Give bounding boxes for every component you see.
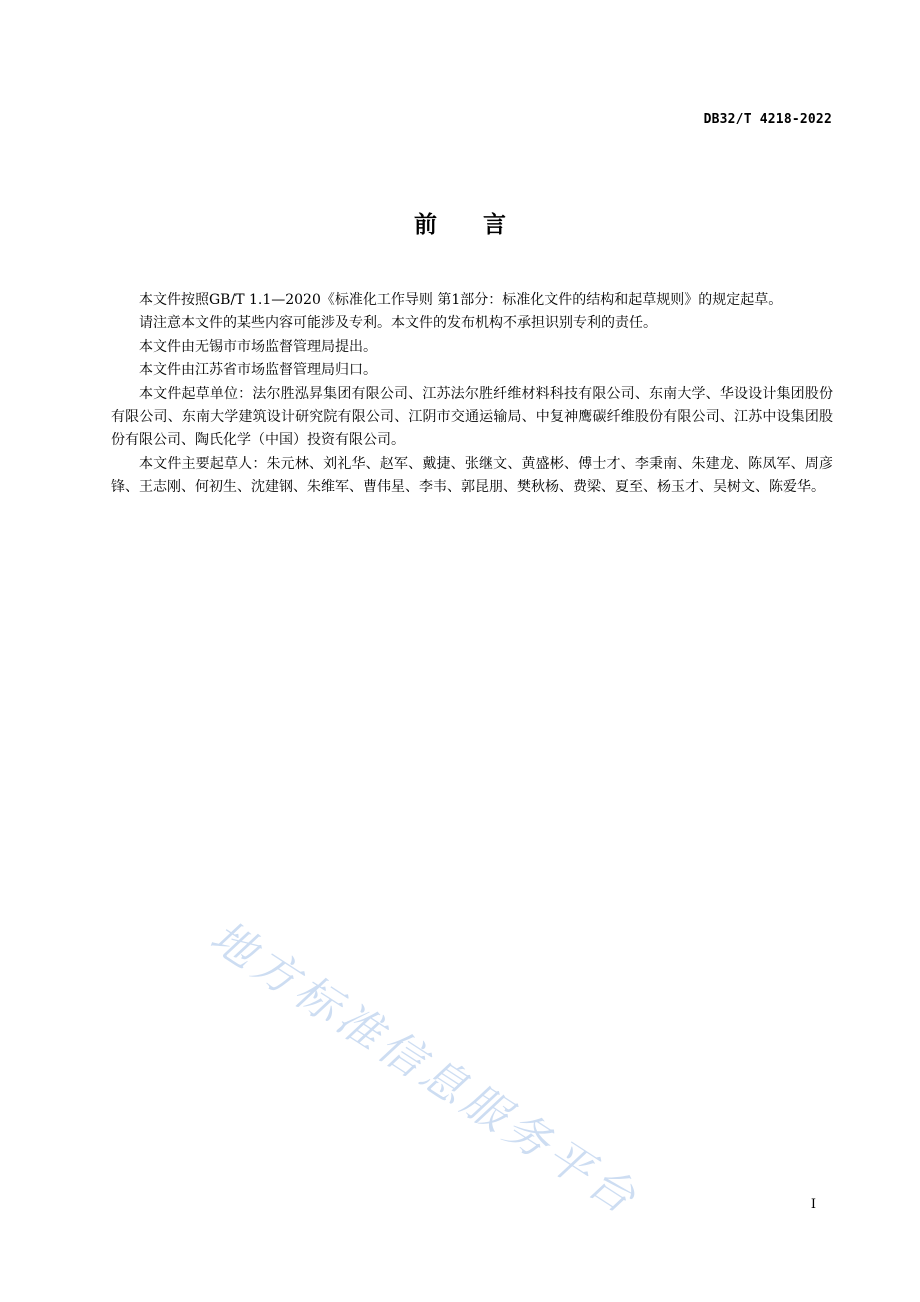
paragraph-administrator: 本文件由江苏省市场监督管理局归口。 [139, 362, 377, 379]
paragraph-drafting-units: 本文件起草单位：法尔胜泓昇集团有限公司、江苏法尔胜纤维材料科技有限公司、东南大学、华设设计集团股份有限公司、东南大学建筑设计研究院有限公司、江阴市交通运输局、中复神鹰碳纤维股份有限公司、江苏中设集团股份有限公司、陶氏化学（中国）投资有限公司。 [111, 385, 833, 449]
paragraph-proposer: 本文件由无锡市市场监督管理局提出。 [139, 338, 377, 355]
watermark: 地方标准信息服务平台 [201, 911, 649, 1227]
paragraph-drafting-rules: 本文件按照GB/T 1.1—2020《标准化工作导则 第1部分：标准化文件的结构和起草规则》的规定起草。 [139, 292, 783, 308]
document-code: DB32/T 4218-2022 [703, 112, 832, 127]
page-title: 前言 [414, 212, 552, 238]
paragraph-patent-notice: 请注意本文件的某些内容可能涉及专利。本文件的发布机构不承担识别专利的责任。 [139, 315, 657, 332]
foreword-body [111, 289, 833, 500]
paragraph-drafters: 本文件主要起草人：朱元林、刘礼华、赵军、戴捷、张继文、黄盛彬、傅士才、李秉南、朱建龙、陈凤军、周彦锋、王志刚、何初生、沈建钢、朱维军、曹伟星、李韦、郭昆朋、樊秋杨、费梁、夏至、杨玉才、吴树文、陈爱华。 [111, 455, 833, 496]
page-number: I [810, 1197, 816, 1212]
